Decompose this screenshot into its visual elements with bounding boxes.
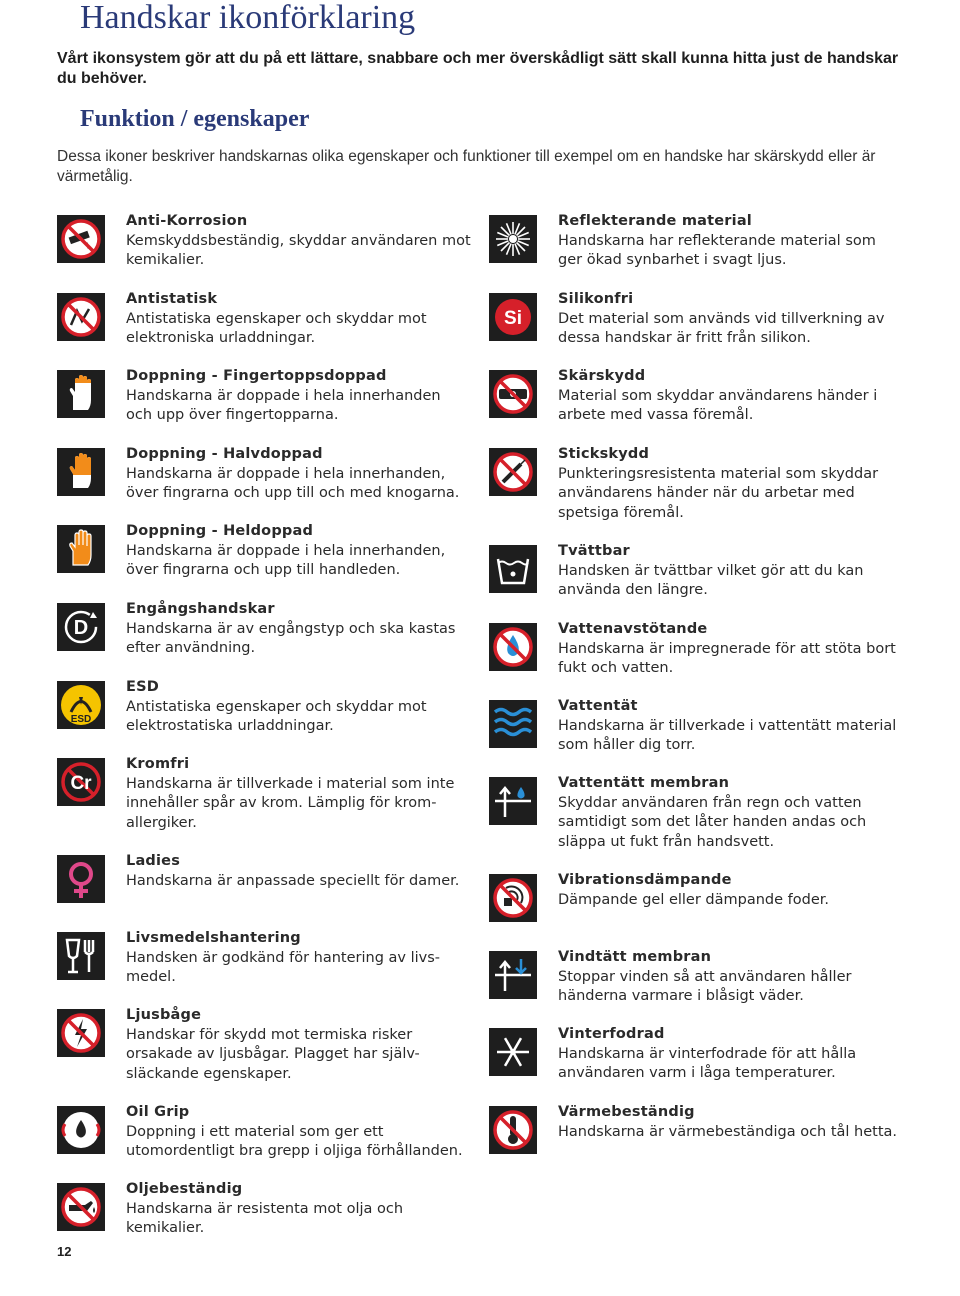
legend-description: Det material som används vid tillverkning av dessa handskar är fritt från silikon. xyxy=(558,310,885,346)
legend-item xyxy=(57,445,460,525)
legend-description: Kemskyddsbeständig, skyddar användaren mot kemikalier. xyxy=(126,232,471,268)
legend-heading: ESD xyxy=(126,679,159,695)
section-description: Dessa ikoner beskriver handskarnas olika egenskaper och funktioner till exempel om en handske har skärskydd eller är värmetålig. xyxy=(57,148,876,185)
legend-description: Handskarna är impregnerade för att stöta bort fukt och vatten. xyxy=(558,640,896,676)
legend-description: Skyddar användaren från regn och vatten samtidigt som det låter handen andas och släppa ut fukt från handsvett. xyxy=(558,794,867,850)
legend-item xyxy=(489,1103,898,1183)
legend-heading: Kromfri xyxy=(126,756,190,772)
legend-description: Punkteringsresistenta material som skyddar användarens händer när du arbetar med spetsiga föremål. xyxy=(558,465,879,521)
food-handling-icon xyxy=(57,932,105,980)
legend-heading: Vattenavstötande xyxy=(558,621,708,637)
windproof-membrane-icon xyxy=(489,951,537,999)
legend-heading: Tvättbar xyxy=(558,543,630,559)
legend-item xyxy=(489,620,896,700)
legend-description: Handskar för skydd mot termiska risker orsakade av ljusbågar. Plagget har själv-släckande egenskaper. xyxy=(126,1026,420,1082)
vibration-damping-icon xyxy=(489,874,537,922)
legend-item xyxy=(489,212,889,292)
legend-description: Handsken är godkänd för hantering av livs-medel. xyxy=(126,949,441,985)
legend-description: Handskarna är av engångstyp och ska kastas efter användning. xyxy=(126,620,456,656)
legend-heading: Stickskydd xyxy=(558,446,650,462)
legend-description: Handskarna är anpassade speciellt för damer. xyxy=(126,872,460,889)
silicone-label: Si xyxy=(504,308,522,329)
legend-item xyxy=(57,367,457,447)
legend-heading: Vibrationsdämpande xyxy=(558,872,732,888)
legend-heading: Oljebeständig xyxy=(126,1181,243,1197)
legend-heading: Ljusbåge xyxy=(126,1007,202,1023)
legend-description: Handskarna är doppade i hela innerhanden och upp över fingertopparna. xyxy=(126,387,441,423)
legend-item xyxy=(489,1025,889,1105)
legend-description: Handskarna är doppade i hela innerhanden, över fingrarna och upp till och med knogarna. xyxy=(126,465,460,501)
legend-description: Antistatiska egenskaper och skyddar mot elektroniska urladdningar. xyxy=(126,310,427,346)
oil-grip-icon xyxy=(57,1106,105,1154)
legend-heading: Silikonfri xyxy=(558,291,634,307)
legend-heading: Livsmedelshantering xyxy=(126,930,301,946)
puncture-protection-icon xyxy=(489,448,537,496)
legend-item xyxy=(489,871,889,951)
washable-icon xyxy=(489,545,537,593)
legend-description: Doppning i ett material som ger ett utomordentligt bra grepp i oljiga förhållanden. xyxy=(126,1123,463,1159)
legend-heading: Vattentätt membran xyxy=(558,775,730,791)
section-subtitle: Funktion / egenskaper xyxy=(80,106,310,132)
legend-heading: Anti-Korrosion xyxy=(126,213,248,229)
legend-description: Handskarna är tillverkade i vattentätt material som håller dig torr. xyxy=(558,717,897,753)
legend-item xyxy=(57,600,457,680)
legend-item xyxy=(489,367,889,447)
silicone-free-icon xyxy=(489,293,537,341)
legend-description: Stoppar vinden så att användaren håller händerna varmare i blåsigt väder. xyxy=(558,968,852,1004)
legend-heading: Vinterfodrad xyxy=(558,1026,665,1042)
female-symbol-icon xyxy=(57,855,105,903)
legend-description: Handskarna är doppade i hela innerhanden, över fingrarna och upp till handleden. xyxy=(126,542,446,578)
legend-description: Handskarna är vinterfodrade för att hålla användaren varm i låga temperaturer. xyxy=(558,1045,857,1081)
legend-heading: Värmebeständig xyxy=(558,1104,695,1120)
legend-description: Handskarna är tillverkade i material som inte innehåller spår av krom. Lämplig för krom-allergiker. xyxy=(126,775,455,831)
legend-item xyxy=(57,852,460,932)
legend-item xyxy=(57,755,457,835)
winter-lined-icon xyxy=(489,1028,537,1076)
oil-resistant-icon xyxy=(57,1183,105,1231)
legend-heading: Doppning - Fingertoppsdoppad xyxy=(126,368,387,384)
legend-item xyxy=(57,929,457,1009)
legend-heading: Oil Grip xyxy=(126,1104,190,1120)
legend-description: Dämpande gel eller dämpande foder. xyxy=(558,891,829,908)
legend-item xyxy=(57,212,471,292)
legend-heading: Ladies xyxy=(126,853,181,869)
disposable-d-label: D xyxy=(73,617,89,639)
chrome-free-icon xyxy=(57,758,105,806)
chrome-label: Cr xyxy=(70,773,92,794)
legend-heading: Doppning - Heldoppad xyxy=(126,523,314,539)
legend-item xyxy=(57,678,457,758)
legend-description: Handskarna är resistenta mot olja och kemikalier. xyxy=(126,1200,404,1236)
anti-corrosion-icon xyxy=(57,215,105,263)
legend-item xyxy=(489,542,889,622)
page-number: 12 xyxy=(57,1244,72,1259)
legend-description: Handskarna har reflekterande material som ger ökad synbarhet i svagt ljus. xyxy=(558,232,876,268)
legend-item xyxy=(57,290,457,370)
legend-heading: Vindtätt membran xyxy=(558,949,712,965)
intro-text: Vårt ikonsystem gör att du på ett lättare, snabbare och mer överskådligt sätt skall kunna hitta just de handskar du behöver. xyxy=(57,50,899,87)
legend-heading: Skärskydd xyxy=(558,368,646,384)
legend-heading: Engångshandskar xyxy=(126,601,275,617)
legend-description: Handsken är tvättbar vilket gör att du kan använda den längre. xyxy=(558,562,864,598)
legend-item xyxy=(489,697,897,777)
reflective-icon xyxy=(489,215,537,263)
legend-heading: Vattentät xyxy=(558,698,638,714)
esd-icon xyxy=(57,681,105,729)
legend-item xyxy=(489,774,889,854)
legend-heading: Doppning - Halvdoppad xyxy=(126,446,323,462)
water-repellent-icon xyxy=(489,623,537,671)
fingertip-dip-glove-icon xyxy=(57,370,105,418)
legend-item xyxy=(57,1006,457,1086)
disposable-d-icon xyxy=(57,603,105,651)
legend-heading: Reflekterande material xyxy=(558,213,752,229)
legend-heading: Antistatisk xyxy=(126,291,218,307)
page-title: Handskar ikonförklaring xyxy=(80,0,416,36)
legend-item xyxy=(489,948,889,1028)
heat-resistant-icon xyxy=(489,1106,537,1154)
legend-item xyxy=(57,1103,463,1183)
legend-item xyxy=(489,445,889,525)
legend-item xyxy=(489,290,889,370)
cut-protection-icon xyxy=(489,370,537,418)
half-dip-glove-icon xyxy=(57,448,105,496)
legend-item xyxy=(57,1180,457,1260)
legend-description: Antistatiska egenskaper och skyddar mot elektrostatiska urladdningar. xyxy=(126,698,427,734)
esd-label: ESD xyxy=(70,714,92,725)
legend-item xyxy=(57,522,457,602)
antistatic-icon xyxy=(57,293,105,341)
full-dip-glove-icon xyxy=(57,525,105,573)
waterproof-membrane-icon xyxy=(489,777,537,825)
waterproof-icon xyxy=(489,700,537,748)
legend-description: Handskarna är värmebeständiga och tål hetta. xyxy=(558,1123,898,1140)
legend-description: Material som skyddar användarens händer i arbete med vassa föremål. xyxy=(558,387,878,423)
arc-flash-icon xyxy=(57,1009,105,1057)
